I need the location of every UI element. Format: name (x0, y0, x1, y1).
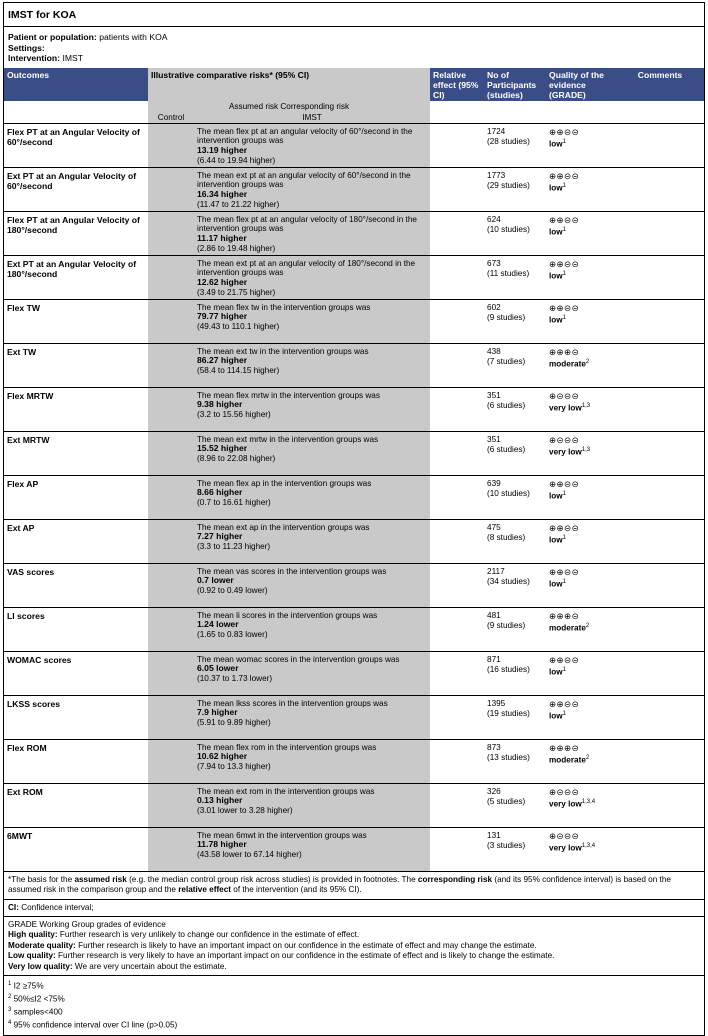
effect-description: The mean ext mrtw in the intervention groups was (197, 434, 379, 444)
table-row (4, 475, 704, 519)
control-cell (148, 123, 194, 167)
participant-count: 481 (487, 610, 501, 620)
effect-description: The mean womac scores in the intervention groups was (197, 654, 400, 664)
participant-count: 602 (487, 302, 501, 312)
study-count: (7 studies) (487, 356, 526, 366)
effect-description: The mean ext pt at an angular velocity of 60°/second in the intervention groups was (197, 170, 411, 190)
quality-cell (546, 475, 616, 519)
outcome-name: Flex TW (4, 299, 148, 343)
participants-cell (484, 343, 546, 387)
outcome-name: 6MWT (4, 827, 148, 871)
imst-cell (194, 563, 430, 607)
relative-effect-cell (430, 211, 484, 255)
participant-count: 673 (487, 258, 501, 268)
outcome-name: Ext TW (4, 343, 148, 387)
quality-cell (546, 167, 616, 211)
effect-description: The mean lkss scores in the intervention groups was (197, 698, 388, 708)
grade-symbols: ⊕⊝⊝⊝ (549, 390, 580, 401)
relative-effect-cell (430, 299, 484, 343)
effect-description: The mean flex tw in the intervention groups was (197, 302, 371, 312)
effect-ci: (58.4 to 114.15 higher) (197, 365, 280, 375)
header-quality: Quality of the evidence (GRADE) (546, 68, 616, 101)
study-count: (3 studies) (487, 840, 526, 850)
grade-symbols: ⊕⊕⊝⊝ (549, 522, 580, 533)
grade-label: low$^1$ (549, 270, 567, 281)
grade-symbols: ⊕⊕⊕⊝ (549, 610, 580, 621)
outcome-name: VAS scores (4, 563, 148, 607)
grade-symbols: ⊕⊕⊝⊝ (549, 214, 580, 225)
effect-ci: (0.92 to 0.49 lower) (197, 585, 268, 595)
effect-ci: (11.47 to 21.22 higher) (197, 199, 280, 209)
outcome-name: Ext ROM (4, 783, 148, 827)
quality-cell (546, 519, 616, 563)
control-cell (148, 255, 194, 299)
imst-cell (194, 827, 430, 871)
relative-effect-cell (430, 167, 484, 211)
control-cell (148, 607, 194, 651)
effect-ci: (1.65 to 0.83 lower) (197, 629, 268, 639)
effect-ci: (7.94 to 13.3 higher) (197, 761, 271, 771)
table-row (4, 695, 704, 739)
effect-description: The mean vas scores in the intervention groups was (197, 566, 387, 576)
control-cell (148, 299, 194, 343)
effect-description: The mean flex pt at an angular velocity of 180°/second in the intervention groups was (197, 214, 417, 234)
grade-symbols: ⊕⊕⊝⊝ (549, 302, 580, 313)
table-row (4, 827, 704, 871)
effect-ci: (0.7 to 16.61 higher) (197, 497, 271, 507)
control-cell (148, 783, 194, 827)
imst-cell (194, 783, 430, 827)
table-row (4, 299, 704, 343)
effect-description: The mean flex pt at an angular velocity of 60°/second in the intervention groups was (197, 126, 413, 146)
participants-cell (484, 387, 546, 431)
table-row (4, 607, 704, 651)
grade-symbols: ⊕⊕⊝⊝ (549, 566, 580, 577)
grade-symbols: ⊕⊕⊕⊝ (549, 346, 580, 357)
study-count: (8 studies) (487, 532, 526, 542)
intervention-line: Intervention: IMST (8, 53, 83, 64)
table-row (4, 387, 704, 431)
participant-count: 1773 (487, 170, 506, 180)
quality-cell (546, 739, 616, 783)
outcome-name: LKSS scores (4, 695, 148, 739)
imst-cell (194, 343, 430, 387)
imst-cell (194, 299, 430, 343)
effect-description: The mean ext tw in the intervention groups was (197, 346, 369, 356)
participants-cell (484, 475, 546, 519)
participants-cell (484, 519, 546, 563)
quality-cell (546, 343, 616, 387)
imst-cell (194, 211, 430, 255)
participants-cell (484, 563, 546, 607)
table-row (4, 563, 704, 607)
effect-value: 6.05 lower (197, 663, 239, 674)
table-row (4, 739, 704, 783)
relative-effect-cell (430, 255, 484, 299)
study-count: (10 studies) (487, 488, 530, 498)
quality-cell (546, 827, 616, 871)
population-line: Patient or population: patients with KOA (8, 32, 168, 42)
study-count: (34 studies) (487, 576, 530, 586)
study-count: (10 studies) (487, 224, 530, 234)
relative-effect-cell (430, 607, 484, 651)
grade-symbols: ⊕⊕⊝⊝ (549, 478, 580, 489)
comments-cell (616, 519, 704, 563)
table-title: IMST for KOA (4, 3, 704, 27)
imst-cell (194, 431, 430, 475)
effect-value: 86.27 higher (197, 355, 248, 366)
control-cell (148, 387, 194, 431)
quality-cell (546, 695, 616, 739)
effect-description: The mean li scores in the intervention groups was (197, 610, 378, 620)
grade-symbols: ⊕⊝⊝⊝ (549, 434, 580, 445)
header-imst: IMST (194, 112, 430, 124)
effect-value: 10.62 higher (197, 751, 248, 762)
effect-ci: (3.2 to 15.56 higher) (197, 409, 271, 419)
comments-cell (616, 343, 704, 387)
control-cell (148, 695, 194, 739)
effect-ci: (8.96 to 22.08 higher) (197, 453, 276, 463)
outcome-name: Ext MRTW (4, 431, 148, 475)
outcome-name: Flex MRTW (4, 387, 148, 431)
effect-ci: (5.91 to 9.89 higher) (197, 717, 271, 727)
effect-ci: (3.01 lower to 3.28 higher) (197, 805, 293, 815)
outcome-name: Ext PT at an Angular Velocity of 60°/second (4, 167, 148, 211)
imst-cell (194, 475, 430, 519)
effect-ci: (6.44 to 19.94 higher) (197, 155, 276, 165)
table-meta (4, 27, 704, 68)
footnote-item: $^4$ 95% confidence interval over CI line (p>0.05) (8, 1020, 178, 1031)
risk-basis-note: *The basis for the assumed risk (e.g. the median control group risk across studies) is provided in footnotes. The corresponding risk (and its 95% confidence interval) is based on the assumed risk in the comparison group and the relative effect of the intervention (and its 95% CI). (4, 872, 704, 900)
comments-cell (616, 431, 704, 475)
comments-cell (616, 563, 704, 607)
participants-cell (484, 739, 546, 783)
control-cell (148, 211, 194, 255)
participant-count: 131 (487, 830, 501, 840)
grade-label: very low$^{1,3}$ (549, 402, 591, 413)
outcome-name: Ext AP (4, 519, 148, 563)
effect-value: 7.9 higher (197, 707, 238, 718)
grade-label: moderate$^2$ (549, 358, 590, 369)
participants-cell (484, 651, 546, 695)
participant-count: 2117 (487, 566, 505, 576)
grade-symbols: ⊕⊕⊝⊝ (549, 126, 580, 137)
quality-cell (546, 387, 616, 431)
table-row (4, 431, 704, 475)
quality-cell (546, 299, 616, 343)
relative-effect-cell (430, 827, 484, 871)
grade-symbols: ⊕⊕⊝⊝ (549, 654, 580, 665)
comments-cell (616, 475, 704, 519)
effect-description: The mean 6mwt in the intervention groups was (197, 830, 367, 840)
footnote-item: $^3$ samples<400 (8, 1007, 63, 1018)
relative-effect-cell (430, 519, 484, 563)
participant-count: 871 (487, 654, 501, 664)
control-cell (148, 475, 194, 519)
study-count: (9 studies) (487, 620, 526, 630)
comments-cell (616, 651, 704, 695)
quality-cell (546, 563, 616, 607)
participant-count: 1724 (487, 126, 506, 136)
effect-value: 1.24 lower (197, 619, 239, 630)
relative-effect-cell (430, 123, 484, 167)
study-count: (19 studies) (487, 708, 530, 718)
relative-effect-cell (430, 739, 484, 783)
table-row (4, 255, 704, 299)
grade-label: low$^1$ (549, 710, 567, 721)
participants-cell (484, 431, 546, 475)
grade-label: low$^1$ (549, 534, 567, 545)
quality-cell (546, 651, 616, 695)
participants-cell (484, 695, 546, 739)
control-cell (148, 827, 194, 871)
settings-line: Settings: (8, 42, 45, 53)
footnote-item: $^2$ 50%≤I2 <75% (8, 994, 65, 1004)
effect-value: 0.7 lower (197, 575, 234, 586)
study-count: (6 studies) (487, 400, 526, 410)
quality-cell (546, 123, 616, 167)
participant-count: 438 (487, 346, 501, 356)
imst-cell (194, 255, 430, 299)
table-row (4, 343, 704, 387)
control-cell (148, 563, 194, 607)
effect-ci: (10.37 to 1.73 lower) (197, 673, 273, 683)
quality-cell (546, 211, 616, 255)
header-risks: Illustrative comparative risks* (95% CI) (148, 68, 430, 101)
participants-cell (484, 783, 546, 827)
effect-description: The mean flex ap in the intervention groups was (197, 478, 372, 488)
control-cell (148, 739, 194, 783)
relative-effect-cell (430, 563, 484, 607)
grade-legend: GRADE Working Group grades of evidence High quality: Further research is very unlikely to change our confidence in the estimate of effect. Moderate quality: Further research is likely to have an important impact on our confidence in the estimate of effect and may change the estimate. Low quality: Further research is very likely to have an important impact on our confidence in the estimate of effect and is likely to change the estimate. Very low quality: We are very uncertain about the estimate. (4, 917, 704, 976)
participants-cell (484, 255, 546, 299)
effect-value: 11.17 higher (197, 232, 247, 243)
comments-cell (616, 167, 704, 211)
header-participants: No of Participants (studies) (484, 68, 546, 101)
study-count: (11 studies) (487, 268, 530, 278)
control-cell (148, 343, 194, 387)
outcome-name: Flex PT at an Angular Velocity of 60°/second (4, 123, 148, 167)
effect-value: 7.27 higher (197, 531, 243, 542)
effect-ci: (2.86 to 19.48 higher) (197, 243, 276, 253)
outcomes-table (4, 68, 704, 872)
effect-ci: (3.3 to 11.23 higher) (197, 541, 271, 551)
effect-description: The mean ext ap in the intervention groups was (197, 522, 370, 532)
outcome-name: LI scores (4, 607, 148, 651)
header-comments: Comments (616, 68, 704, 101)
header-outcomes: Outcomes (4, 68, 148, 101)
participants-cell (484, 123, 546, 167)
participant-count: 1395 (487, 698, 506, 708)
participant-count: 351 (487, 434, 501, 444)
grade-label: low$^1$ (549, 138, 567, 149)
relative-effect-cell (430, 651, 484, 695)
relative-effect-cell (430, 431, 484, 475)
summary-of-findings-table (3, 2, 705, 1036)
effect-value: 11.78 higher (197, 839, 247, 850)
effect-value: 16.34 higher (197, 188, 248, 199)
outcome-name: WOMAC scores (4, 651, 148, 695)
grade-label: low$^1$ (549, 182, 567, 193)
participants-cell (484, 827, 546, 871)
study-count: (6 studies) (487, 444, 526, 454)
control-cell (148, 431, 194, 475)
effect-value: 9.38 higher (197, 399, 243, 410)
relative-effect-cell (430, 783, 484, 827)
grade-label: very low$^{1,3,4}$ (549, 842, 596, 853)
participants-cell (484, 167, 546, 211)
comments-cell (616, 123, 704, 167)
participant-count: 873 (487, 742, 501, 752)
quality-cell (546, 431, 616, 475)
study-count: (16 studies) (487, 664, 530, 674)
outcome-name: Flex PT at an Angular Velocity of 180°/second (4, 211, 148, 255)
study-count: (29 studies) (487, 180, 530, 190)
relative-effect-cell (430, 695, 484, 739)
effect-description: The mean ext rom in the intervention groups was (197, 786, 375, 796)
header-risk-sub: Assumed risk Corresponding risk (148, 101, 430, 112)
table-row (4, 651, 704, 695)
effect-value: 15.52 higher (197, 443, 248, 454)
study-count: (28 studies) (487, 136, 530, 146)
comments-cell (616, 739, 704, 783)
effect-ci: (49.43 to 110.1 higher) (197, 321, 280, 331)
participant-count: 351 (487, 390, 501, 400)
grade-symbols: ⊕⊝⊝⊝ (549, 786, 580, 797)
imst-cell (194, 607, 430, 651)
effect-description: The mean flex rom in the intervention groups was (197, 742, 377, 752)
participant-count: 475 (487, 522, 501, 532)
ci-note: CI: Confidence interval; (4, 900, 704, 917)
imst-cell (194, 739, 430, 783)
relative-effect-cell (430, 387, 484, 431)
comments-cell (616, 783, 704, 827)
effect-description: The mean ext pt at an angular velocity of 180°/second in the intervention groups was (197, 258, 416, 278)
grade-symbols: ⊕⊝⊝⊝ (549, 830, 580, 841)
header-relative-effect: Relative effect (95% CI) (430, 68, 484, 101)
table-row (4, 211, 704, 255)
quality-cell (546, 783, 616, 827)
grade-label: low$^1$ (549, 578, 567, 589)
outcome-name: Flex ROM (4, 739, 148, 783)
quality-cell (546, 255, 616, 299)
table-row (4, 519, 704, 563)
participants-cell (484, 607, 546, 651)
grade-label: low$^1$ (549, 226, 567, 237)
grade-label: low$^1$ (549, 314, 567, 325)
effect-value: 13.19 higher (197, 144, 248, 155)
effect-value: 0.13 higher (197, 795, 243, 806)
imst-cell (194, 387, 430, 431)
grade-label: very low$^{1,3,4}$ (549, 798, 596, 809)
table-row (4, 123, 704, 167)
effect-description: The mean flex mrtw in the intervention groups was (197, 390, 380, 400)
imst-cell (194, 167, 430, 211)
comments-cell (616, 299, 704, 343)
imst-cell (194, 123, 430, 167)
grade-symbols: ⊕⊕⊝⊝ (549, 698, 580, 709)
study-count: (13 studies) (487, 752, 530, 762)
outcome-name: Flex AP (4, 475, 148, 519)
comments-cell (616, 695, 704, 739)
control-cell (148, 651, 194, 695)
participants-cell (484, 299, 546, 343)
imst-cell (194, 519, 430, 563)
grade-symbols: ⊕⊕⊝⊝ (549, 258, 580, 269)
control-cell (148, 167, 194, 211)
comments-cell (616, 211, 704, 255)
comments-cell (616, 607, 704, 651)
comments-cell (616, 255, 704, 299)
grade-symbols: ⊕⊕⊕⊝ (549, 742, 580, 753)
footnote-item: $^1$ I2 ≥75% (8, 981, 44, 991)
grade-label: low$^1$ (549, 490, 567, 501)
grade-label: moderate$^2$ (549, 622, 590, 633)
grade-label: low$^1$ (549, 666, 567, 677)
comments-cell (616, 387, 704, 431)
effect-value: 12.62 higher (197, 276, 248, 287)
grade-symbols: ⊕⊕⊝⊝ (549, 170, 580, 181)
grade-label: moderate$^2$ (549, 754, 590, 765)
footnote-list (4, 976, 704, 1035)
imst-cell (194, 695, 430, 739)
effect-value: 79.77 higher (197, 311, 248, 322)
header-control: Control (148, 112, 194, 124)
control-cell (148, 519, 194, 563)
comments-cell (616, 827, 704, 871)
effect-ci: (43.58 lower to 67.14 higher) (197, 849, 302, 859)
effect-ci: (3.49 to 21.75 higher) (197, 287, 276, 297)
participants-cell (484, 211, 546, 255)
grade-label: very low$^{1,3}$ (549, 446, 591, 457)
participant-count: 326 (487, 786, 501, 796)
outcome-name: Ext PT at an Angular Velocity of 180°/second (4, 255, 148, 299)
table-row (4, 783, 704, 827)
study-count: (5 studies) (487, 796, 526, 806)
quality-cell (546, 607, 616, 651)
relative-effect-cell (430, 475, 484, 519)
study-count: (9 studies) (487, 312, 526, 322)
participant-count: 624 (487, 214, 501, 224)
relative-effect-cell (430, 343, 484, 387)
participant-count: 639 (487, 478, 501, 488)
effect-value: 8.66 higher (197, 487, 243, 498)
imst-cell (194, 651, 430, 695)
table-row (4, 167, 704, 211)
